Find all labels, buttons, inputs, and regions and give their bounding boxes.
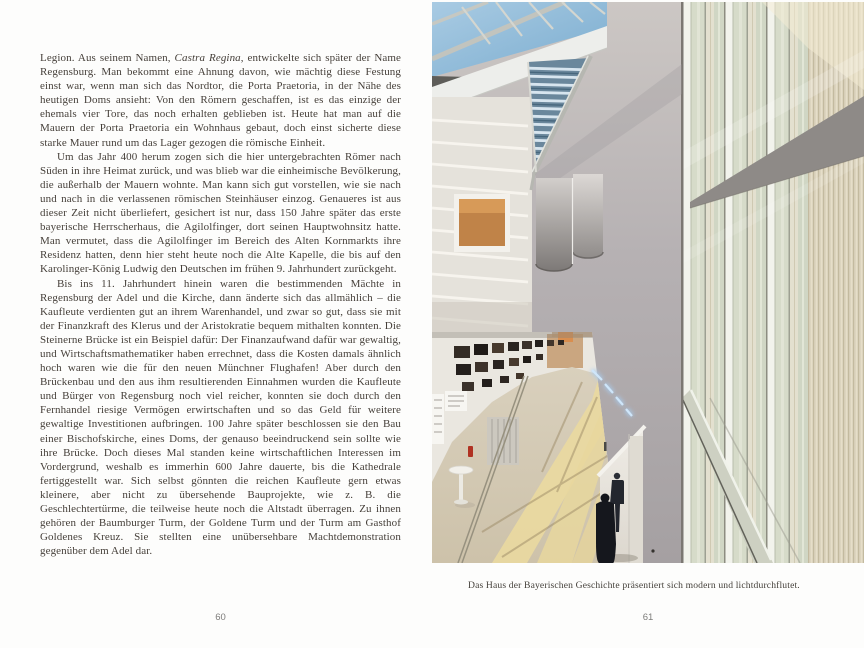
fire-extinguisher [468,446,473,457]
wall-button [651,549,654,552]
paragraph-2: Um das Jahr 400 herum zogen sich die hier untergebrachten Römer nach Süden in ihre Heimat zurück, und was blieb war die einheimische Bevölkerung, die außerhalb der Mauern wohnte. Man kann sich gut vorstellen, wie sie nach und nach in die verlassenen römischen Steinhäuser einzog. Genaueres ist aus dieser Zeit nicht überliefert, gesichert ist nur, dass 150 Jahre später das erste bayerische Herrscherhaus, die Agilolfinger, dort seinen Hauptwohnsitz hatte. Man vermutet, dass die Agilolfinger im Bereich des Alten Kornmarkts ihre Residenz hatten, denn hier steht heute noch die Alte Kapelle, die bis auf den Karolinger-König Ludwig den Deutschen im frühen 9. Jahrhundert zurückgeht. [40,150,401,276]
museum-atrium-illustration [432,2,864,563]
photo-caption: Das Haus der Bayerischen Geschichte präsentiert sich modern und lichtdurchflutet. [468,580,800,591]
left-page-body-text [40,51,401,558]
italic-phrase-castra-regina: Castra Regina [174,52,241,64]
page-number-left: 60 [215,612,226,623]
page-number-right: 61 [642,612,654,623]
hanging-banners [536,174,603,271]
left-wall [432,97,532,337]
paragraph-3: Bis ins 11. Jahrhundert hinein waren die bestimmenden Mächte in Regensburg der Adel und die Kirche, dann änderte sich das allmählich – die Kaufleute verdienten gut an ihrem Warenhandel, und zwar so gut, dass sie mit der Finanzkraft des Klerus und der Aristokratie bequem mithalten konnten. Die Steinerne Brücke ist ein Beispiel dafür: Der Finanzaufwand dafür war gewaltig, und Wirtschaftsmathematiker haben errechnet, dass die Kosten damals ähnlich hoch waren wie die für den neuen Münchner Flughafen! Aber durch den Brückenbau und den aus ihm resultierenden Einnahmen wurden die Kaufleute und Bürger von Regensburg noch viel reicher, konnten sie doch durch den Fernhandel riesige Vermögen erwirtschaften und so das Geld für weitere gewaltige Investitionen aufbringen. 100 Jahre später beschlossen sie den Bau einer Bischofskirche, eines Doms, der genauso beeindruckend sein sollte wie ihre Brücke. Doch dieses Mal standen keine wirtschaftlichen Interessen im Vordergrund, weshalb es immerhin 600 Jahre dauerte, bis die Kathedrale fertiggestellt war. Sich selbst gönnten die reichen Kaufleute gern etwas kleinere, aber nicht zu übersehende Bauprojekte, wie z. B. die Geschlechtertürme, die teilweise heute noch die Altstadt überragen. Zu ihnen gehören der Baumburger Turm, der Goldene Turm und der Turm am Gasthof Goldenes Kreuz. Sie stellten eine unübersehbare Machtdemonstration gegenüber dem Adel dar. [40,277,401,558]
paragraph-1 [40,51,401,150]
museum-atrium-photo [432,2,864,563]
glass-facade [681,2,864,563]
paragraph-1-lead: Legion. Aus seinem Namen, [40,52,175,64]
orange-gallery-opening [454,194,510,252]
paragraph-1-rest: , entwickelte sich später der Name Regensburg. Man bekommt eine Ahnung davon, wie mächtig diese Festung einst war, wenn man sich das Nordtor, die Porta Praetoria, in der Nähe des heutigen Doms ansieht: Von den Römern geschaffen, ist es das einzige der ehemals vier Tore, das noch erhalten geblieben ist. Heute hat man auf die Mauern der Porta Praetoria ein Wohnhaus gebaut, doch einst sicherte diese starke Mauer rund um das Lager gezogen die römische Einheit. [40,52,401,149]
